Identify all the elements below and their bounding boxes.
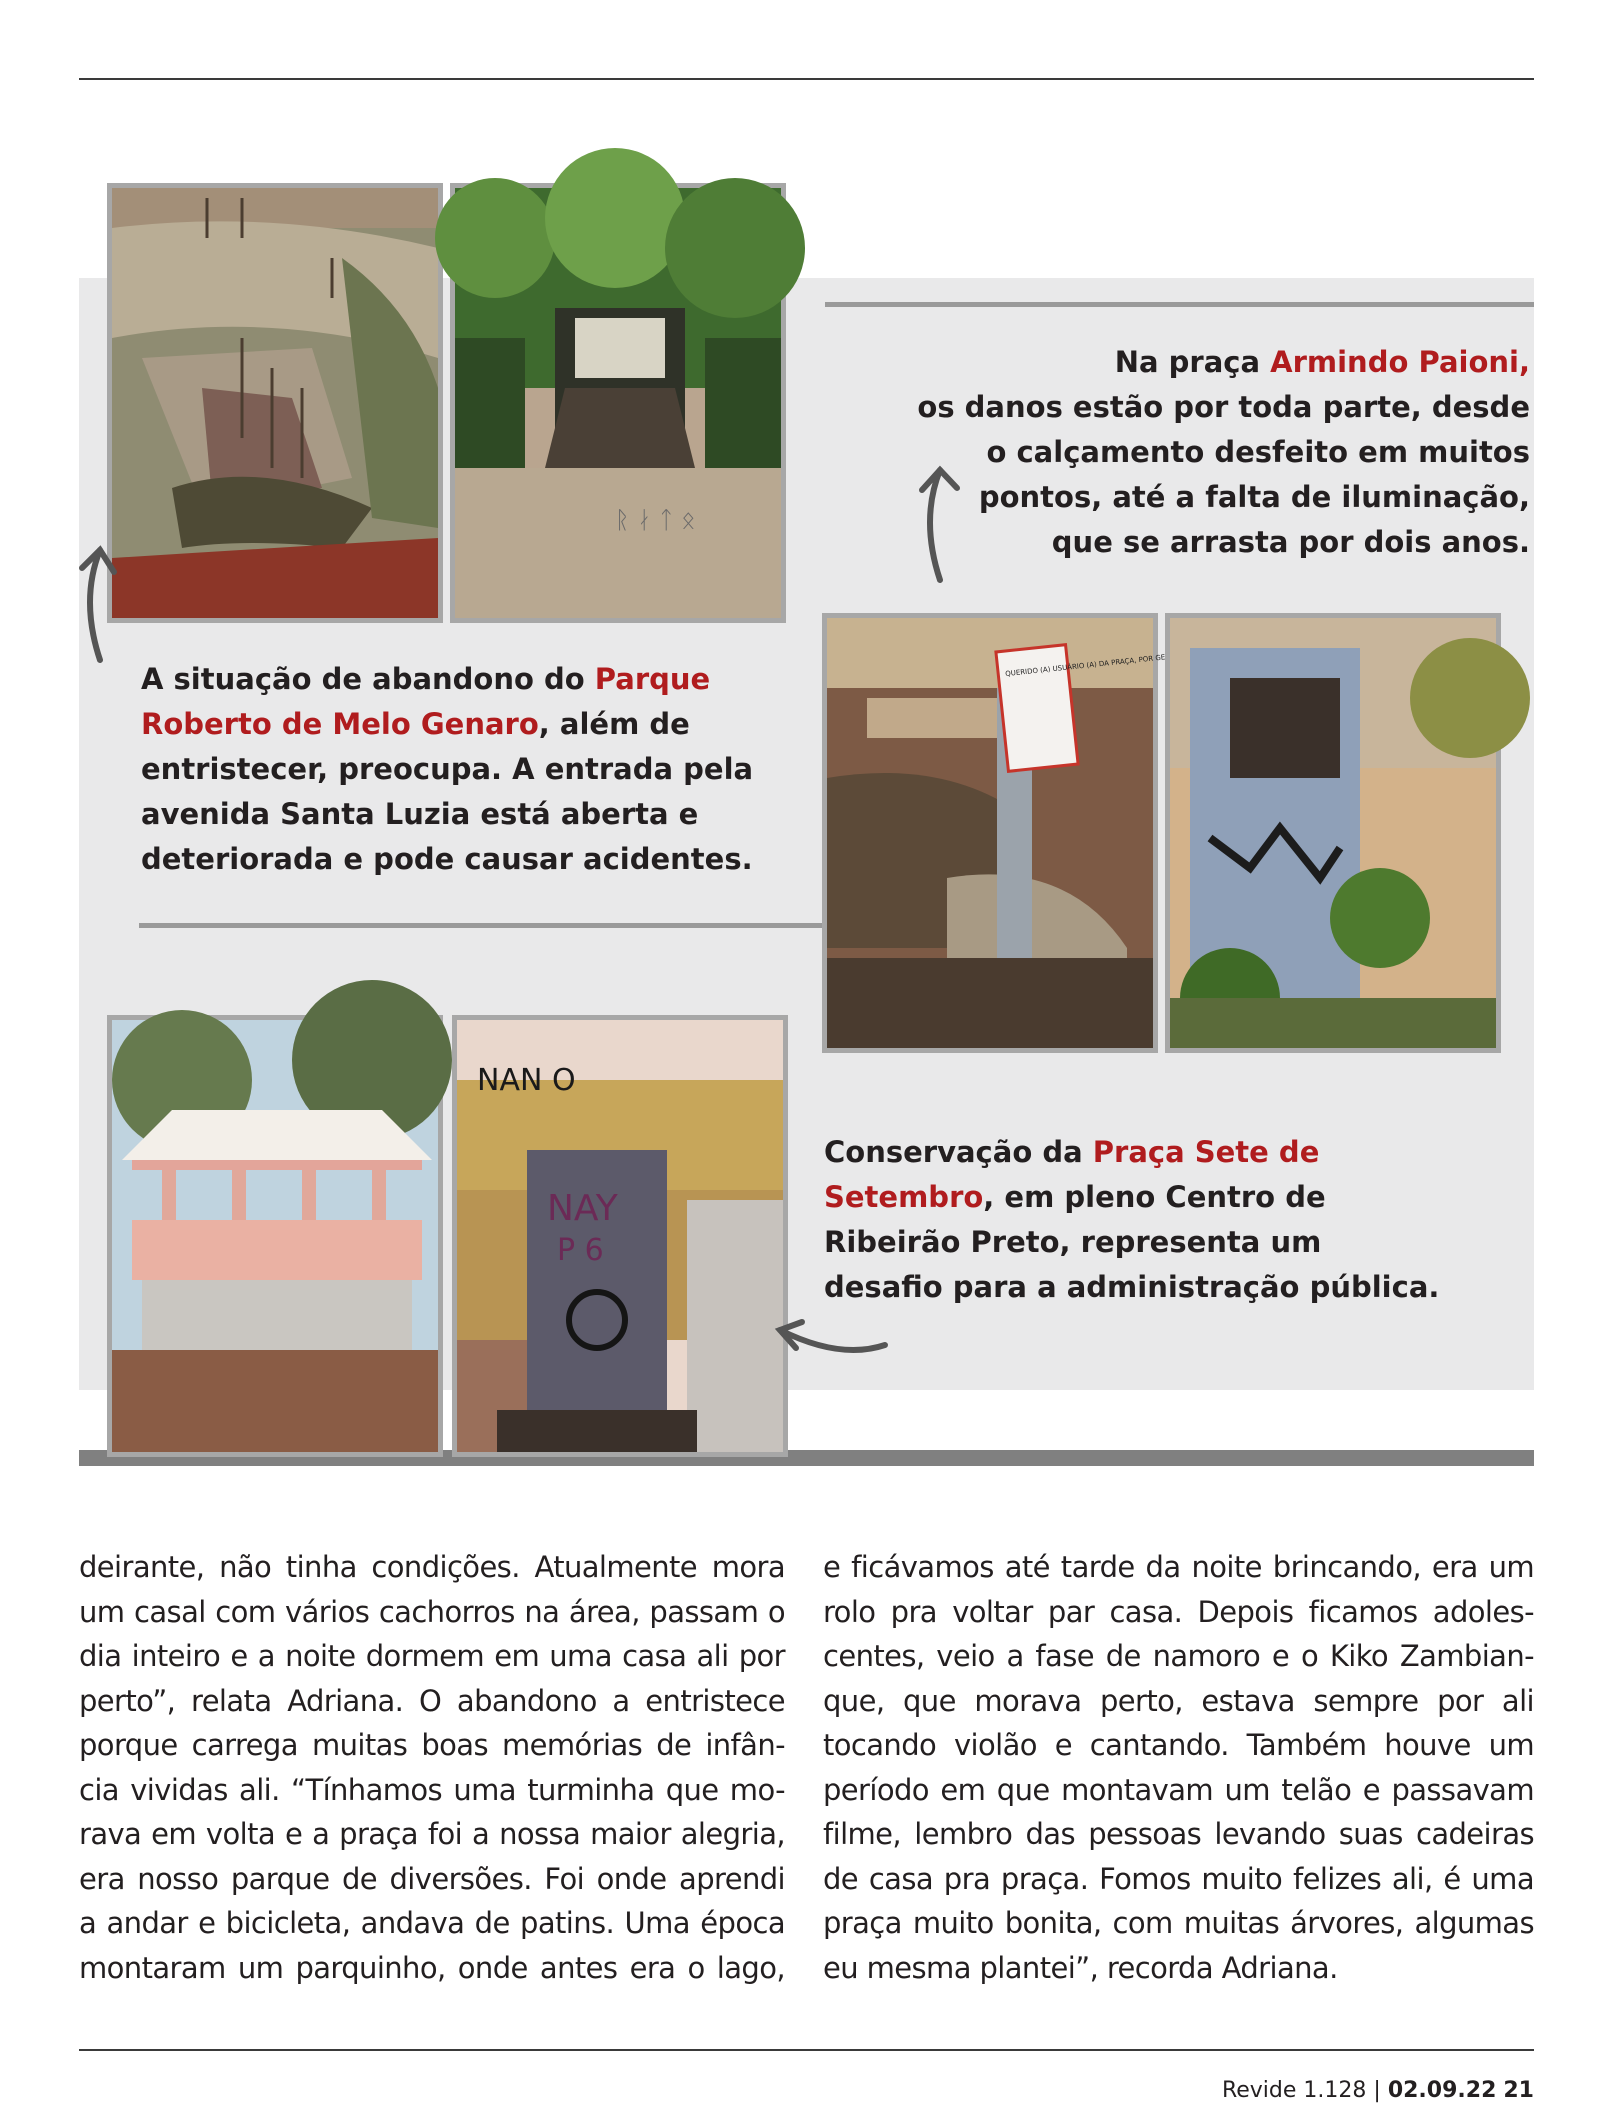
body-line: perto”, relata Adriana. O abandono a entristece bbox=[79, 1683, 785, 1718]
body-line: cia vividas ali. “Tínhamos uma turminha que mo- bbox=[79, 1772, 785, 1807]
body-line: praça muito bonita, com muitas árvores, algumas bbox=[823, 1906, 1534, 1940]
photo-parque-overview bbox=[107, 183, 443, 623]
sign-text: QUERIDO (A) USUÁRIO (A) DA PRAÇA, POR bbox=[1004, 654, 1154, 679]
body-line: centes, veio a fase de namoro e o Kiko Zambian- bbox=[823, 1639, 1534, 1673]
body-line: dia inteiro e a noite dormem em uma casa ali por bbox=[79, 1639, 785, 1673]
caption-parque-genaro bbox=[141, 657, 821, 882]
caption-line: os danos estão por toda parte, desde bbox=[917, 390, 1530, 424]
body-line: eu mesma plantei”, recorda Adriana. bbox=[823, 1950, 1338, 1985]
caption-highlight: Roberto de Melo Genaro bbox=[141, 707, 539, 741]
svg-text:P 6: P 6 bbox=[557, 1233, 604, 1268]
body-line: e ficávamos até tarde da noite brincando, era um bbox=[823, 1550, 1534, 1584]
caption-line: o calçamento desfeito em muitos bbox=[986, 435, 1530, 469]
caption-highlight: Parque bbox=[594, 662, 711, 696]
body-line: montaram um parquinho, onde antes era o lago, bbox=[79, 1950, 785, 1985]
curved-arrow-up-left bbox=[70, 520, 140, 670]
separator-line-top-right bbox=[825, 302, 1534, 307]
caption-text: Na praça bbox=[1114, 345, 1271, 379]
photo-praca-bandstand bbox=[107, 1015, 443, 1457]
body-line: rava em volta e a praça foi a nossa maior alegria, bbox=[79, 1817, 785, 1851]
body-line: que, que morava perto, estava sempre por ali bbox=[823, 1683, 1534, 1718]
svg-text:ᚱ ᛅ ᛏ ᛟ: ᚱ ᛅ ᛏ ᛟ bbox=[615, 506, 696, 534]
caption-line: entristecer, preocupa. A entrada pela bbox=[141, 752, 754, 786]
caption-line: Ribeirão Preto, representa um bbox=[824, 1225, 1322, 1259]
body-column-right bbox=[823, 1545, 1534, 1990]
svg-text:NAN O: NAN O bbox=[477, 1063, 576, 1098]
caption-line: desafio para a administração pública. bbox=[824, 1270, 1440, 1304]
photo-parque-entrance bbox=[450, 183, 786, 623]
footer-separator: | bbox=[1373, 2078, 1381, 2103]
caption-text: A situação de abandono do bbox=[141, 662, 595, 696]
caption-text: , além de bbox=[538, 707, 690, 741]
caption-line: pontos, até a falta de iluminação, bbox=[978, 480, 1530, 514]
svg-text:NAY: NAY bbox=[547, 1188, 618, 1229]
body-line: porque carrega muitas boas memórias de infân- bbox=[79, 1728, 785, 1762]
body-line: filme, lembro das pessoas levando suas cadeiras bbox=[823, 1817, 1534, 1851]
caption-armindo-paioni bbox=[900, 340, 1530, 565]
separator-line-middle-left bbox=[139, 923, 825, 928]
body-line: era nosso parque de diversões. Foi onde aprendi bbox=[79, 1861, 785, 1896]
caption-praca-sete-setembro bbox=[824, 1130, 1524, 1310]
body-line: de casa pra praça. Fomos muito felizes ali, é uma bbox=[823, 1861, 1534, 1896]
caption-text: , em pleno Centro de bbox=[983, 1180, 1326, 1214]
body-column-left bbox=[79, 1545, 785, 1990]
top-rule bbox=[79, 78, 1534, 80]
body-line: deirante, não tinha condições. Atualmente mora bbox=[79, 1550, 785, 1584]
page-number: 21 bbox=[1503, 2078, 1534, 2103]
caption-line: avenida Santa Luzia está aberta e bbox=[141, 797, 699, 831]
caption-line: deteriorada e pode causar acidentes. bbox=[141, 842, 753, 876]
caption-armindo-line1 bbox=[900, 340, 1530, 385]
photo-praca-door bbox=[452, 1015, 788, 1457]
caption-highlight: Praça Sete de bbox=[1092, 1135, 1320, 1169]
footer-date: 02.09.22 bbox=[1387, 2078, 1497, 2103]
body-line: rolo pra voltar par casa. Depois ficamos adoles- bbox=[823, 1594, 1534, 1629]
photo-armindo-sign bbox=[822, 613, 1158, 1053]
body-line: tocando violão e cantando. Também houve um bbox=[823, 1728, 1534, 1762]
body-line: a andar e bicicleta, andava de patins. Uma época bbox=[79, 1906, 785, 1940]
page-footer bbox=[1222, 2078, 1534, 2103]
caption-highlight: Setembro bbox=[824, 1180, 984, 1214]
footer-magazine: Revide 1.128 bbox=[1221, 2078, 1367, 2103]
caption-highlight: Armindo Paioni, bbox=[1270, 345, 1530, 379]
caption-text: Conservação da bbox=[824, 1135, 1093, 1169]
bottom-rule bbox=[79, 2049, 1534, 2051]
body-line: período em que montavam um telão e passavam bbox=[823, 1772, 1534, 1807]
photo-armindo-box bbox=[1165, 613, 1501, 1053]
body-line: um casal com vários cachorros na área, passam o bbox=[79, 1594, 785, 1629]
caption-line: que se arrasta por dois anos. bbox=[1051, 525, 1530, 559]
